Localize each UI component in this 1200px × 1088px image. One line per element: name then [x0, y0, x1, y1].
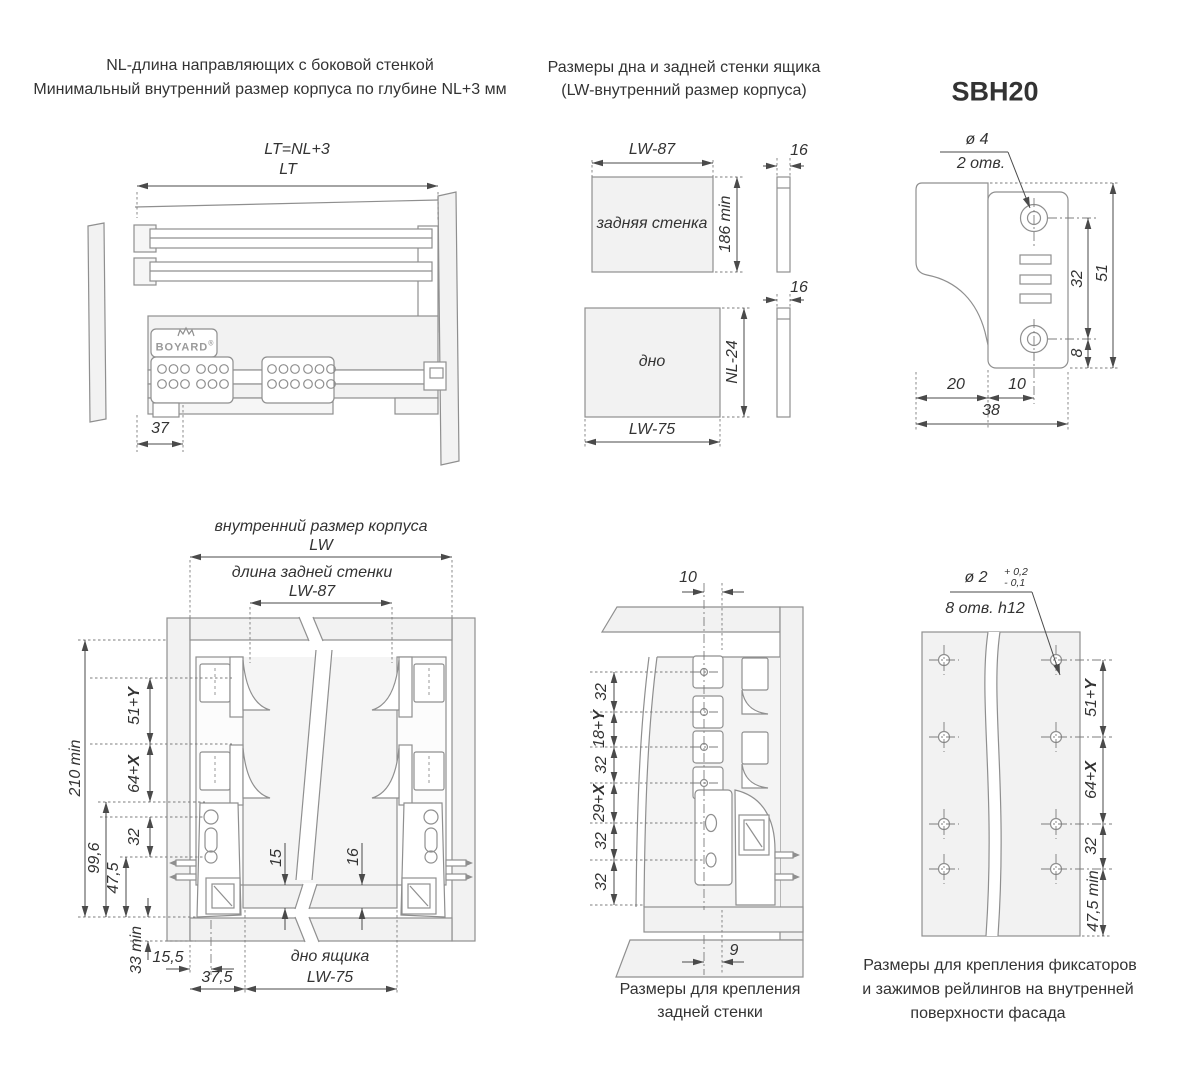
dim-32-section: 32 [126, 828, 143, 846]
drawer-side-edge [780, 607, 803, 940]
backwall-caption-line2: задней стенки [657, 1004, 763, 1021]
dim-lw-87: LW-87 [628, 141, 676, 158]
facade-hole-tolerance [1004, 567, 1028, 589]
dim-64-plus-x-facade: 64+X [1083, 761, 1100, 799]
brand-text: BOYARD [155, 341, 209, 354]
screw-icon [775, 874, 793, 880]
dim-nl-24: NL-24 [724, 340, 741, 384]
dim-33-min: 33 min [128, 925, 145, 975]
inner-width-label: внутренний размер корпуса [214, 518, 428, 535]
facade-panel [922, 632, 1080, 936]
dim-32-bw-3: 32 [593, 832, 610, 850]
facade-hole-count: 8 отв. h12 [945, 600, 1025, 617]
dim-20: 20 [947, 376, 965, 393]
cabinet-back-panel [438, 192, 459, 465]
dim-15-5: 15,5 [152, 949, 184, 966]
cabinet-top-strip [602, 607, 780, 632]
facade-caption-line1: Размеры для крепления фиксаторов [863, 957, 1137, 974]
drawer-bottom-value: LW-75 [306, 969, 354, 986]
back-wall-thickness-strip [777, 177, 790, 272]
bracket-arm [916, 183, 988, 345]
dim-38: 38 [982, 402, 1000, 419]
dim-99-6: 99,6 [86, 842, 103, 874]
dim-47-5-min: 47,5 min [1085, 870, 1102, 932]
screw-icon [446, 860, 466, 866]
cabinet-wall-left [167, 618, 190, 941]
bracket-slot [1020, 275, 1051, 284]
dim-10-backwall: 10 [679, 569, 697, 586]
drawer-bottom-panel [243, 885, 397, 908]
dim-32: 32 [1069, 270, 1086, 288]
dim-32-facade: 32 [1083, 837, 1100, 855]
tolerance-plus: + 0,2 [1004, 565, 1028, 578]
dim-10: 10 [1008, 376, 1026, 393]
dim-47-5: 47,5 [105, 862, 122, 894]
cabinet-floor [190, 918, 452, 941]
slide-title-line1: NL-длина направляющих с боковой стенкой [106, 57, 434, 74]
cabinet-wall-right [452, 618, 475, 941]
back-length-label: длина задней стенки [231, 564, 393, 581]
facade-caption-line3: поверхности фасада [910, 1005, 1066, 1022]
boyard-logo [156, 341, 215, 354]
hole-dia-callout: ø 4 [965, 131, 989, 148]
bottom-label: дно [638, 353, 666, 370]
facade-caption-line2: и зажимов рейлингов на внутренней [862, 981, 1134, 998]
dim-18-plus-y: 18+Y [591, 710, 608, 748]
facade-hole-dia: ø 2 [964, 569, 988, 586]
dim-16-bottom: 16 [790, 279, 808, 296]
backwall-caption-line1: Размеры для крепления [619, 981, 801, 998]
panels-title-line1: Размеры дна и задней стенки ящика [547, 59, 821, 76]
dim-186-min: 186 min [717, 195, 734, 253]
dim-37-5: 37,5 [201, 969, 233, 986]
hole-count-callout: 2 отв. [956, 155, 1006, 172]
dim-lt: LT [279, 161, 297, 178]
model-title: SBH20 [951, 76, 1039, 107]
registered-mark: ® [208, 340, 215, 348]
dim-lw-75: LW-75 [628, 421, 676, 438]
cabinet-front-edge [88, 223, 106, 422]
dim-32-bw-2: 32 [593, 756, 610, 774]
fixator-clip [692, 696, 723, 728]
inner-width-value: LW [309, 537, 333, 554]
dim-16-groove: 16 [345, 848, 362, 866]
drawer-bottom-label: дно ящика [290, 948, 370, 965]
screw-icon [775, 852, 793, 858]
backwall-mounting-view [590, 583, 803, 977]
slide-title-line2: Минимальный внутренний размер корпуса по глубине NL+3 мм [33, 81, 507, 98]
bracket-slot [1020, 294, 1051, 303]
dim-16-backwall: 16 [790, 142, 808, 159]
fixator-clip [692, 731, 723, 763]
back-length-value: LW-87 [288, 583, 336, 600]
dim-51-plus-y: 51+Y [126, 687, 143, 725]
screw-icon [176, 874, 196, 880]
dim-51-plus-y-facade: 51+Y [1083, 679, 1100, 717]
screw-icon [176, 860, 196, 866]
dim-210-min: 210 min [67, 739, 84, 797]
dim-32-bw-4: 32 [593, 873, 610, 891]
dim-8: 8 [1069, 348, 1086, 358]
panels-title-line2: (LW-внутренний размер корпуса) [561, 82, 807, 99]
dim-9: 9 [729, 942, 739, 959]
dim-32-bw-1: 32 [593, 683, 610, 701]
bottom-thickness-strip [777, 308, 790, 417]
lt-formula: LT=NL+3 [264, 141, 330, 158]
dim-29-plus-x: 29+X [591, 784, 608, 822]
dim-15: 15 [268, 849, 285, 867]
bracket-slot [1020, 255, 1051, 264]
back-wall-label: задняя стенка [596, 215, 708, 232]
slide-side-view [88, 186, 459, 465]
backwall-bracket-plate [695, 790, 732, 885]
dim-64-plus-x: 64+X [126, 755, 143, 793]
dim-51: 51 [1094, 264, 1111, 282]
screw-icon [446, 874, 466, 880]
mounting-plate-left [151, 357, 233, 403]
backwall-and-bottom-panels [585, 158, 804, 447]
tolerance-minus: - 0,1 [1004, 577, 1026, 589]
fixator-clip [692, 656, 723, 688]
mounting-plate-center [262, 357, 335, 403]
dim-37: 37 [151, 420, 169, 437]
